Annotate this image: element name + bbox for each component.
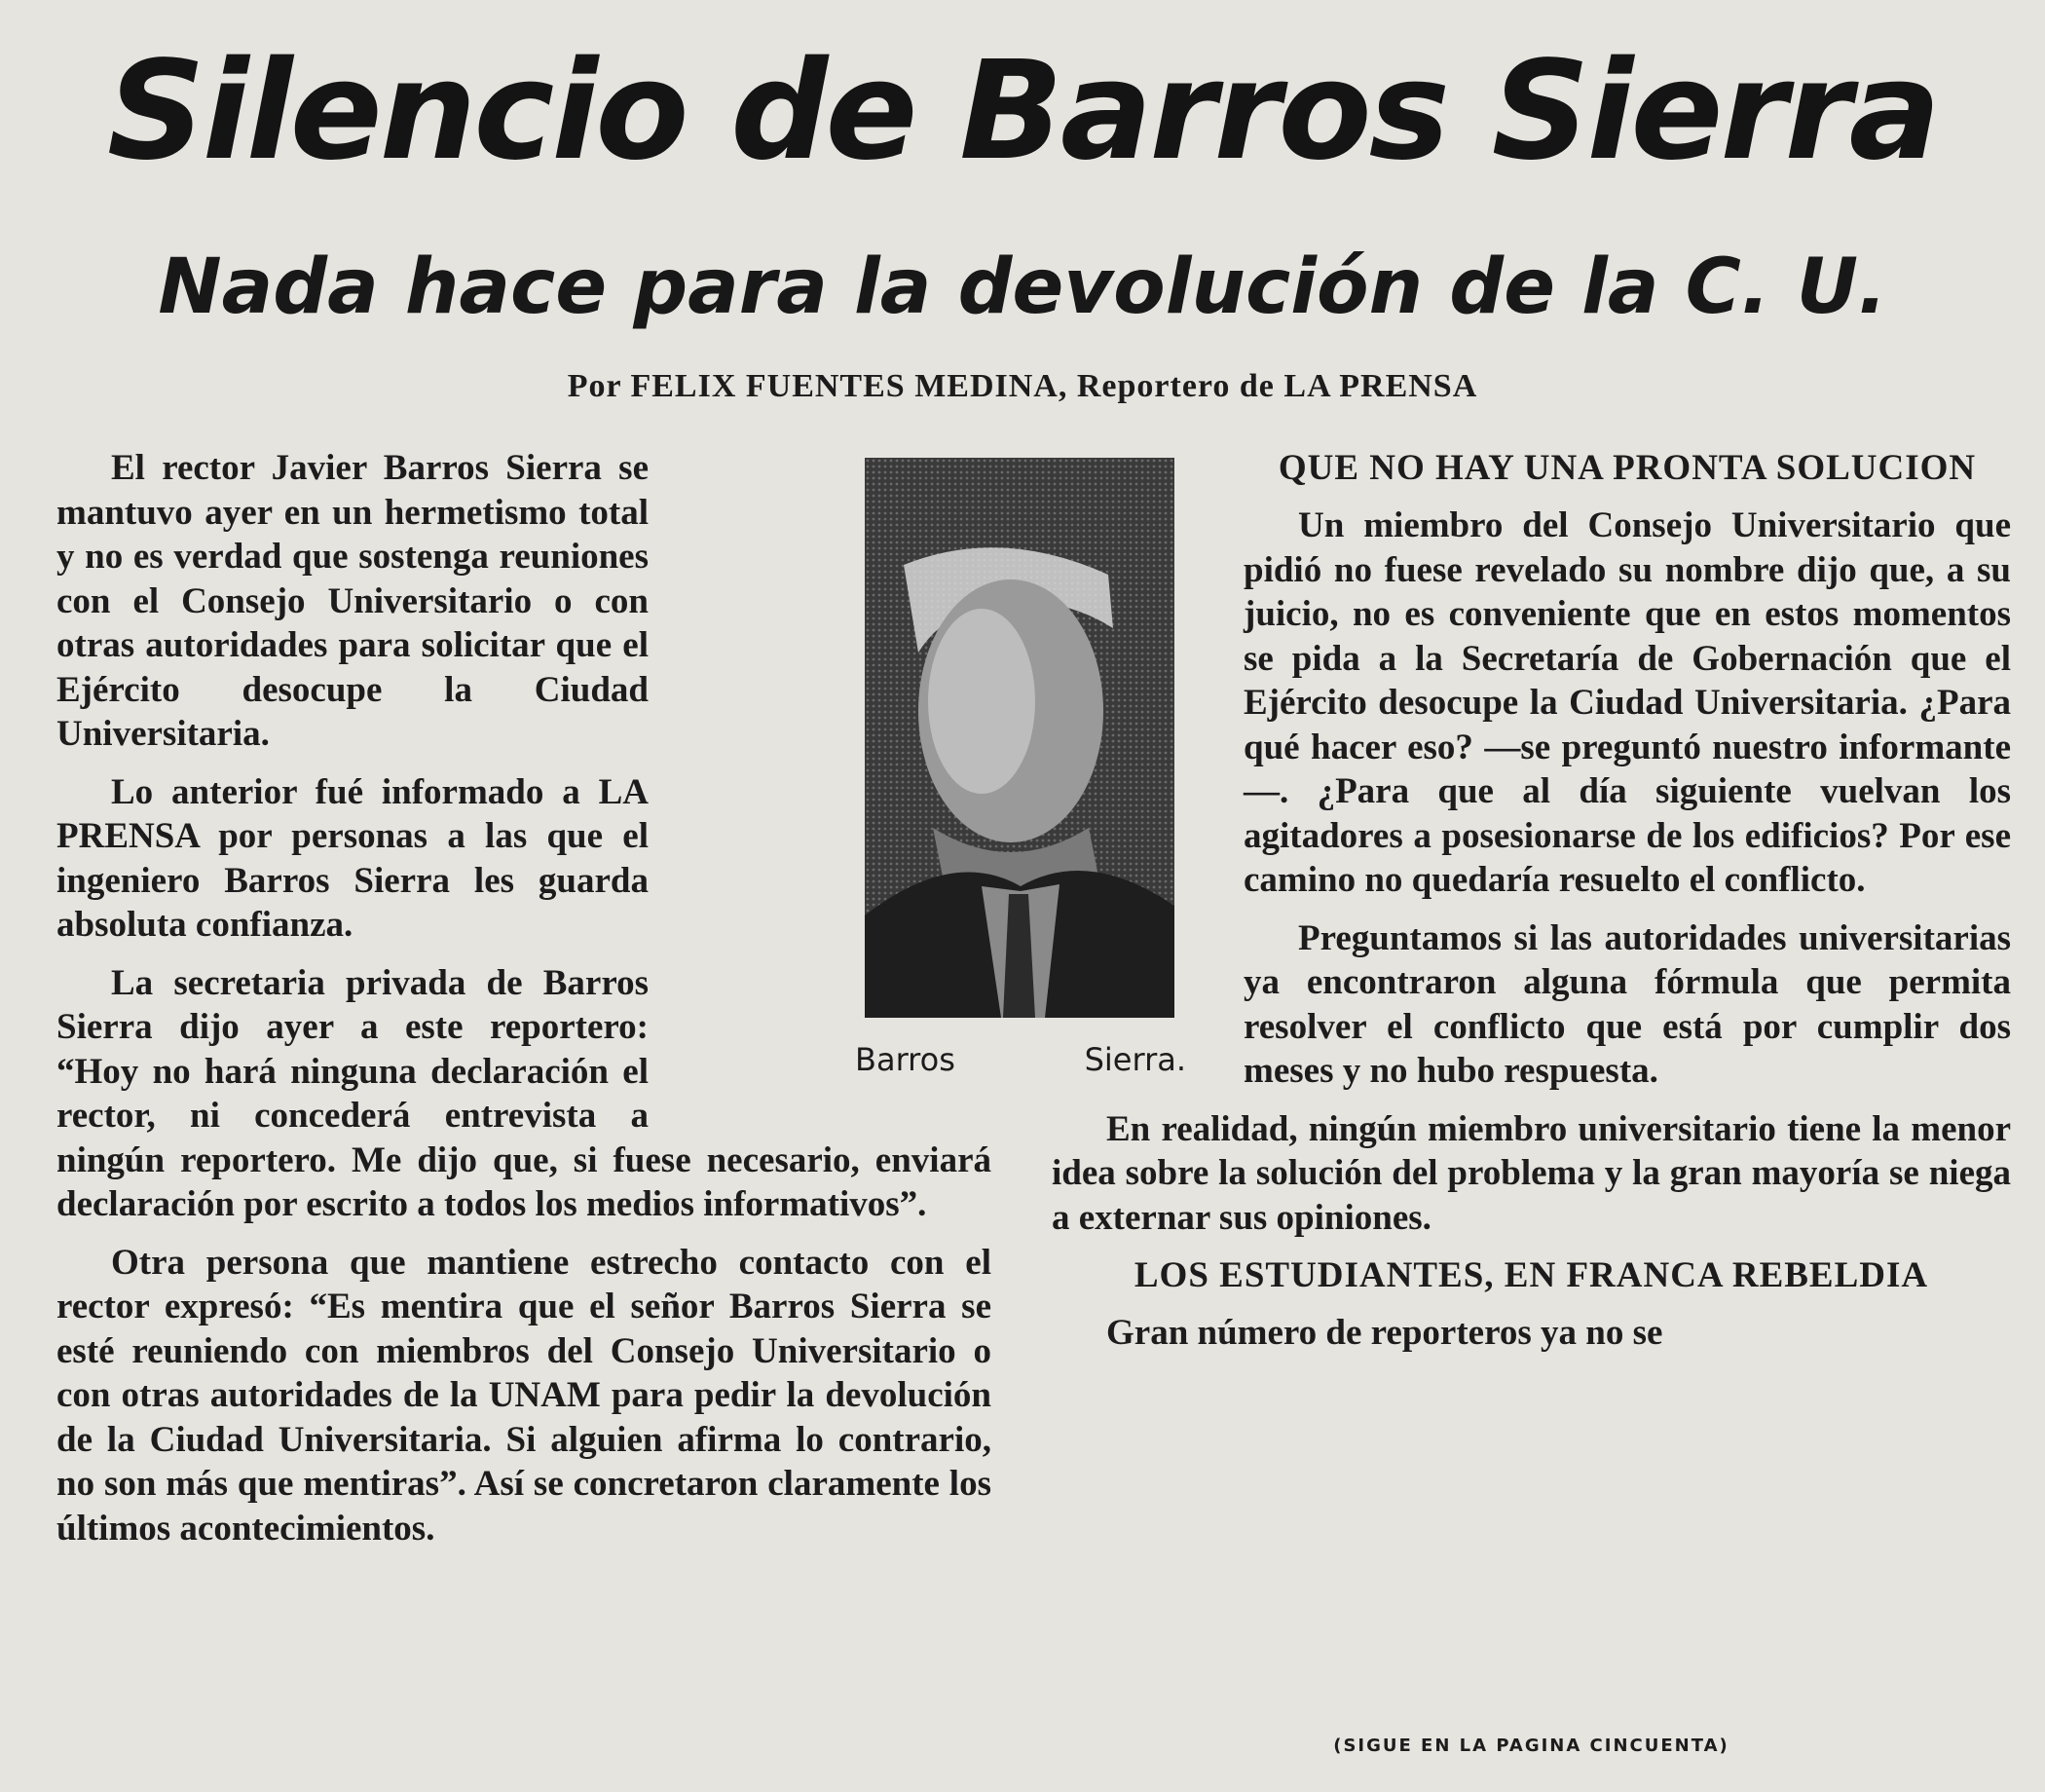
section-subtitle: LOS ESTUDIANTES, EN FRANCA REBELDIA bbox=[1134, 1255, 1929, 1295]
byline: Por FELIX FUENTES MEDINA, Reportero de LA PRENSA bbox=[567, 368, 1478, 404]
caption-left: Barros bbox=[855, 1041, 955, 1078]
headline: Silencio de Barros Sierra bbox=[106, 32, 1939, 191]
paragraph: Un miembro del Consejo Universitario que pidió no fuese revelado su nombre dijo que, a su juicio, no es conveniente que en estos momentos se pida a la Secretaría de Gobernación que el Ejército desocupe la Ciudad Universitaria. ¿Para qué hacer eso? —se preguntó nuestro informante—. ¿Para que al día siguiente vuelvan los agitadores a posesionarse de los edificios? Por ese camino no quedaría resuelto el conflicto. bbox=[1244, 505, 2011, 900]
paragraph: Preguntamos si las autoridades universitarias ya encontraron alguna fórmula que permita resolver el conflicto que está por cumplir dos meses y no hubo respuesta. bbox=[1244, 917, 2011, 1091]
continuation-note: (SIGUE EN LA PAGINA CINCUENTA) bbox=[1333, 1736, 1729, 1756]
subheadline: Nada hace para la devolución de la C. U. bbox=[158, 243, 1887, 331]
paragraph: En realidad, ningún miembro universitario tiene la menor idea sobre la solución del problema y la gran mayoría se niega a externar sus opiniones. bbox=[1052, 1108, 2011, 1238]
section-subtitle: QUE NO HAY UNA PRONTA SOLUCION bbox=[1278, 448, 1977, 488]
paragraph: Otra persona que mantiene estrecho contacto con el rector expresó: “Es mentira que el señor Barros Sierra se esté reuniendo con miembros del Consejo Universitario o con otras autoridades de la UNAM para pedir la devolución de la Ciudad Universitaria. Si alguien afirma lo contrario, no son más que mentiras”. Así se concretaron claramente los últimos acontecimientos. bbox=[56, 1242, 991, 1549]
paragraph: Gran número de reporteros ya no se bbox=[1106, 1313, 1663, 1353]
caption-right: Sierra. bbox=[1084, 1041, 1186, 1078]
right-column bbox=[1052, 446, 2011, 1369]
paragraph: El rector Javier Barros Sierra se mantuvo ayer en un hermetismo total y no es verdad que sostenga reuniones con el Consejo Universitario o con otras autoridades para solicitar que el Ejército desocupe la Ciudad Universitaria. bbox=[56, 448, 649, 754]
paragraph: La secretaria privada de Barros Sierra dijo ayer a este reportero: “Hoy no hará ninguna declaración el rector, ni concederá entrevista a ningún reportero. Me dijo que, si fuese necesario, enviará declaración por escrito a todos los medios informativos”. bbox=[56, 962, 991, 1224]
paragraph: Lo anterior fué informado a LA PRENSA por personas a las que el ingeniero Barros Sierra les guarda absoluta confianza. bbox=[56, 771, 649, 945]
photo-spacer bbox=[1052, 446, 1222, 1103]
left-column bbox=[56, 446, 991, 1564]
